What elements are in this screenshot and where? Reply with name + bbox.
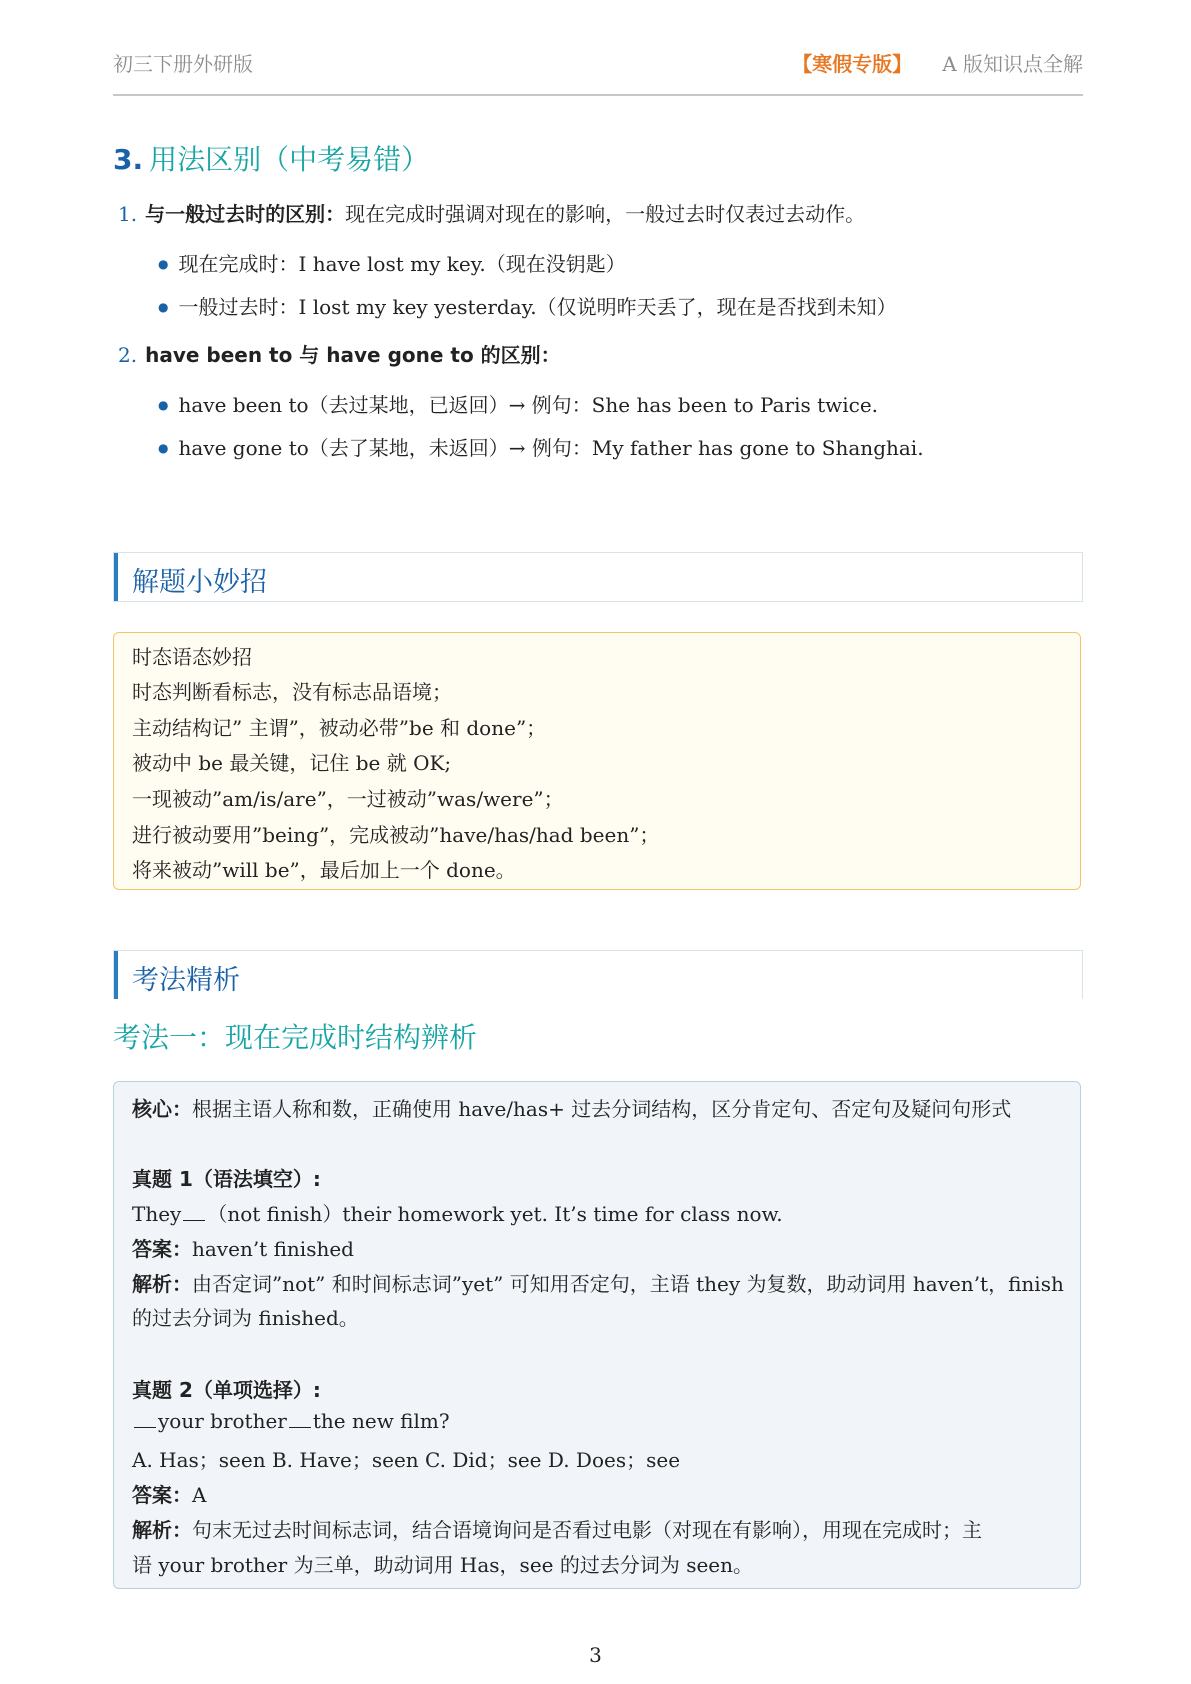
- q2-explanation: [132, 1514, 982, 1543]
- answer-label: 答案：: [132, 1483, 192, 1507]
- q1-explanation-cont: 的过去分词为 finished。: [132, 1306, 359, 1330]
- tip-line: 进行被动要用”being”，完成被动”have/has/had been”；: [132, 823, 660, 847]
- page-number: 3: [589, 1643, 602, 1667]
- section-heading: [113, 138, 429, 178]
- header-book-title: 初三下册外研版: [113, 52, 253, 76]
- core-line: [132, 1093, 1011, 1122]
- bullet-item: ● have gone to（去了某地，未返回）→ 例句：My father has gone to Shanghai.: [158, 432, 924, 461]
- tips-box: [113, 632, 1081, 890]
- usage-item-2: [118, 339, 561, 368]
- exam-box: [113, 1081, 1081, 1589]
- tip-line: 时态判断看标志，没有标志品语境；: [132, 680, 452, 704]
- bullet-item: ● 现在完成时：I have lost my key.（现在没钥匙）: [158, 248, 626, 277]
- section-number: 3.: [113, 143, 144, 176]
- explanation-label: 解析：: [132, 1518, 192, 1542]
- tip-line: 一现被动”am/is/are”，一过被动”was/were”；: [132, 787, 564, 811]
- answer-blank: [289, 1413, 311, 1428]
- tip-line: 将来被动”will be”，最后加上一个 done。: [132, 858, 516, 882]
- q2-explanation-cont: 语 your brother 为三单，助动词用 Has，see 的过去分词为 seen。: [132, 1553, 754, 1577]
- answer-text: haven’t finished: [192, 1237, 354, 1261]
- tips-title: 解题小妙招: [132, 567, 267, 598]
- core-label: 核心：: [132, 1097, 192, 1121]
- kaofa-title: 考法一：现在完成时结构辨析: [113, 1021, 478, 1054]
- bullet-item: ● 一般过去时：I lost my key yesterday.（仅说明昨天丢了，现在是否找到未知）: [158, 291, 897, 320]
- q2-question: [132, 1409, 450, 1433]
- header-right: [792, 48, 1083, 77]
- q2-options: A. Has；seen B. Have；seen C. Did；see D. Does；see: [132, 1448, 681, 1472]
- header-subtitle: A 版知识点全解: [942, 52, 1083, 76]
- q2-label: [132, 1374, 321, 1403]
- kaofa-title-box: [113, 950, 1083, 999]
- item-number: 2.: [118, 343, 138, 367]
- usage-item-1: [118, 198, 865, 227]
- q2-question-mid: your brother: [158, 1409, 287, 1433]
- header-divider: [113, 94, 1083, 96]
- q1-label: [132, 1163, 321, 1192]
- page-header: [113, 44, 1083, 80]
- explanation-text: 句末无过去时间标志词，结合语境询问是否看过电影（对现在有影响），用现在完成时；主: [192, 1518, 982, 1542]
- q1-question: [132, 1198, 783, 1227]
- tip-line: 主动结构记” 主谓”，被动必带”be 和 done”；: [132, 716, 547, 740]
- item-number: 1.: [118, 202, 138, 226]
- item-text: 现在完成时强调对现在的影响，一般过去时仅表过去动作。: [345, 202, 866, 226]
- title-accent-bar: [114, 951, 118, 999]
- title-accent-bar: [114, 553, 118, 601]
- header-edition-badge: 【寒假专版】: [792, 52, 913, 76]
- q1-label-text: 真题 1（语法填空）:: [132, 1167, 321, 1191]
- tips-title-box: [113, 552, 1083, 602]
- answer-text: A: [192, 1483, 207, 1507]
- tip-line: 时态语态妙招: [132, 645, 252, 669]
- q2-label-text: 真题 2（单项选择）:: [132, 1378, 321, 1402]
- item-lead: 与一般过去时的区别：: [145, 202, 346, 226]
- q1-answer: [132, 1233, 354, 1262]
- q2-question-post: the new film?: [312, 1409, 450, 1433]
- q2-answer: [132, 1479, 206, 1508]
- item-lead: have been to 与 have gone to 的区别：: [145, 343, 561, 367]
- q1-explanation: [132, 1268, 1064, 1297]
- tip-line: 被动中 be 最关键，记住 be 就 OK;: [132, 751, 452, 775]
- answer-blank: [134, 1413, 156, 1428]
- explanation-text: 由否定词”not” 和时间标志词”yet” 可知用否定句，主语 they 为复数，助动词用 haven’t，finish: [192, 1272, 1064, 1296]
- q1-question-pre: They: [132, 1202, 182, 1226]
- section-title: 用法区别（中考易错）: [149, 143, 430, 176]
- explanation-label: 解析：: [132, 1272, 192, 1296]
- bullet-item: ● have been to（去过某地，已返回）→ 例句：She has been to Paris twice.: [158, 389, 878, 418]
- answer-blank: [183, 1206, 205, 1221]
- q1-question-post: （not finish）their homework yet. It’s time for class now.: [207, 1202, 783, 1226]
- kaofa-box-title: 考法精析: [132, 965, 240, 996]
- core-text: 根据主语人称和数，正确使用 have/has+ 过去分词结构，区分肯定句、否定句及疑问句形式: [192, 1097, 1012, 1121]
- answer-label: 答案：: [132, 1237, 192, 1261]
